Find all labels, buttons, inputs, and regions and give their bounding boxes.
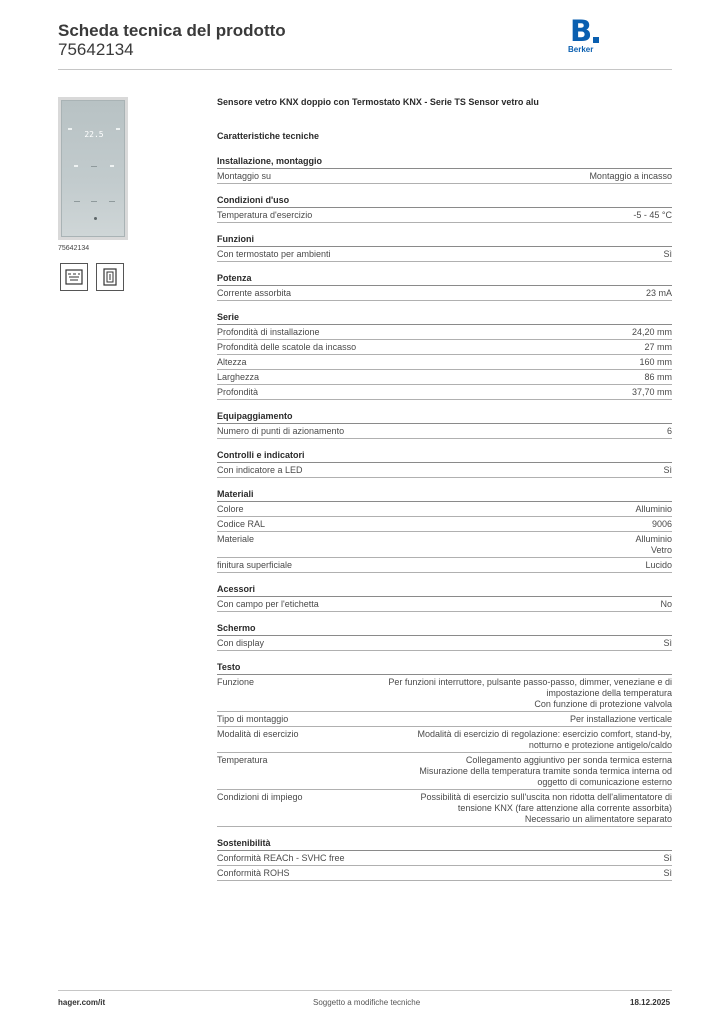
indicator-mark bbox=[116, 128, 120, 130]
spec-row bbox=[217, 370, 672, 385]
spec-value-line: Necessario un alimentatore separato bbox=[524, 814, 672, 824]
spec-row bbox=[217, 597, 672, 612]
spec-value-line: Modalità di esercizio di regolazione: esercizio comfort, stand-by, bbox=[417, 729, 672, 739]
header-divider bbox=[58, 69, 672, 70]
spec-value-line: notturno e protezione antigelo/caldo bbox=[528, 740, 672, 750]
footer-date: 18.12.2025 bbox=[630, 998, 671, 1007]
spec-row bbox=[217, 355, 672, 370]
indicator-mark bbox=[74, 165, 78, 167]
spec-section bbox=[217, 195, 672, 223]
spec-label: Profondità delle scatole da incasso bbox=[217, 342, 357, 352]
spec-section bbox=[217, 156, 672, 184]
indicator-mark bbox=[68, 128, 72, 130]
indicator-mark bbox=[110, 165, 114, 167]
spec-row bbox=[217, 463, 672, 478]
spec-value-line: oggetto di comunicazione esterno bbox=[537, 777, 672, 787]
spec-label: Montaggio su bbox=[217, 171, 272, 181]
spec-value bbox=[388, 677, 672, 710]
spec-row bbox=[217, 532, 672, 558]
spec-value: Sì bbox=[663, 853, 672, 863]
spec-section bbox=[217, 450, 672, 478]
spec-value: Sì bbox=[663, 868, 672, 878]
product-code: 75642134 bbox=[58, 40, 134, 59]
section-title: Acessori bbox=[217, 584, 672, 597]
spec-value bbox=[419, 755, 672, 788]
berker-logo bbox=[568, 16, 608, 60]
spec-sections bbox=[217, 156, 672, 881]
spec-label: Profondità di installazione bbox=[217, 327, 320, 337]
section-title: Equipaggiamento bbox=[217, 411, 672, 424]
button-mark bbox=[74, 201, 80, 202]
spec-label: Tipo di montaggio bbox=[217, 714, 289, 724]
spec-value: 160 mm bbox=[639, 357, 672, 367]
logo-mark: B bbox=[570, 14, 593, 48]
spec-label: Larghezza bbox=[217, 372, 260, 382]
page-header bbox=[58, 14, 678, 69]
spec-row bbox=[217, 247, 672, 262]
spec-label: Temperatura bbox=[217, 755, 268, 765]
spec-value: 23 mA bbox=[645, 288, 672, 298]
spec-value: Sì bbox=[663, 465, 672, 475]
product-title: Sensore vetro KNX doppio con Termostato KNX - Serie TS Sensor vetro alu bbox=[217, 97, 539, 107]
spec-value-line: impostazione della temperatura bbox=[546, 688, 672, 698]
specification-area bbox=[217, 97, 672, 892]
section-title: Testo bbox=[217, 662, 672, 675]
spec-label: Modalità di esercizio bbox=[217, 729, 299, 739]
logo-text: Berker bbox=[568, 45, 594, 54]
spec-value bbox=[420, 792, 672, 825]
section-title: Installazione, montaggio bbox=[217, 156, 672, 169]
spec-value-line: Misurazione della temperatura tramite sonda termica interna od bbox=[419, 766, 672, 776]
spec-label: finitura superficiale bbox=[217, 560, 293, 570]
footer-divider bbox=[58, 990, 672, 991]
section-title: Sostenibilità bbox=[217, 838, 672, 851]
spec-label: Con termostato per ambienti bbox=[217, 249, 331, 259]
spec-label: Materiale bbox=[217, 534, 255, 544]
page-title: Scheda tecnica del prodotto bbox=[58, 21, 286, 40]
thermostat-display: 22.5 bbox=[84, 130, 104, 139]
spec-value bbox=[418, 729, 672, 751]
button-mark bbox=[109, 201, 115, 202]
spec-label: Condizioni di impiego bbox=[217, 792, 303, 802]
spec-value: No bbox=[660, 599, 672, 609]
section-title: Funzioni bbox=[217, 234, 672, 247]
spec-value bbox=[635, 534, 672, 556]
spec-row bbox=[217, 675, 672, 712]
glass-sensor-illustration bbox=[61, 100, 125, 237]
spec-value: 6 bbox=[666, 426, 672, 436]
spec-row bbox=[217, 636, 672, 651]
spec-value-line: Con funzione di protezione valvola bbox=[534, 699, 672, 709]
spec-label: Colore bbox=[217, 504, 244, 514]
section-title: Materiali bbox=[217, 489, 672, 502]
button-mark bbox=[91, 201, 97, 202]
spec-row bbox=[217, 502, 672, 517]
spec-section bbox=[217, 312, 672, 400]
spec-section bbox=[217, 273, 672, 301]
spec-label: Con display bbox=[217, 638, 265, 648]
spec-row bbox=[217, 424, 672, 439]
spec-row bbox=[217, 169, 672, 184]
spec-label: Conformità ROHS bbox=[217, 868, 290, 878]
spec-section bbox=[217, 234, 672, 262]
section-title: Serie bbox=[217, 312, 672, 325]
spec-row bbox=[217, 866, 672, 881]
spec-row bbox=[217, 727, 672, 753]
spec-label: Funzione bbox=[217, 677, 255, 687]
spec-row bbox=[217, 286, 672, 301]
spec-value-line: tensione KNX (fare attenzione alla corrente assorbita) bbox=[457, 803, 672, 813]
spec-section bbox=[217, 623, 672, 651]
section-title: Schermo bbox=[217, 623, 672, 636]
footer-website: hager.com/it bbox=[58, 998, 106, 1007]
spec-row bbox=[217, 517, 672, 532]
spec-label: Codice RAL bbox=[217, 519, 266, 529]
spec-label: Numero di punti di azionamento bbox=[217, 426, 345, 436]
spec-value-line: Collegamento aggiuntivo per sonda termica esterna bbox=[465, 755, 672, 765]
spec-label: Altezza bbox=[217, 357, 247, 367]
spec-row bbox=[217, 790, 672, 827]
spec-label: Con campo per l'etichetta bbox=[217, 599, 319, 609]
logo-dot bbox=[593, 37, 599, 43]
spec-label: Con indicatore a LED bbox=[217, 465, 303, 475]
section-title: Potenza bbox=[217, 273, 672, 286]
status-led bbox=[94, 217, 97, 220]
spec-value: -5 - 45 °C bbox=[633, 210, 672, 220]
spec-row bbox=[217, 385, 672, 400]
spec-value: 9006 bbox=[651, 519, 672, 529]
spec-row bbox=[217, 340, 672, 355]
spec-row bbox=[217, 208, 672, 223]
spec-label: Corrente assorbita bbox=[217, 288, 292, 298]
spec-section bbox=[217, 584, 672, 612]
spec-row bbox=[217, 325, 672, 340]
spec-value-line: Alluminio bbox=[635, 534, 672, 544]
product-image bbox=[58, 97, 128, 240]
flush-mount-icon bbox=[96, 263, 124, 291]
spec-row bbox=[217, 753, 672, 790]
spec-value-line: Vetro bbox=[650, 545, 672, 555]
spec-label: Temperatura d'esercizio bbox=[217, 210, 313, 220]
spec-value-line: Possibilità di esercizio sull'uscita non ridotta dell'alimentatore di bbox=[420, 792, 672, 802]
spec-row bbox=[217, 558, 672, 573]
spec-value: 27 mm bbox=[644, 342, 672, 352]
footer-disclaimer: Soggetto a modifiche tecniche bbox=[313, 998, 421, 1007]
spec-value: 24,20 mm bbox=[631, 327, 672, 337]
spec-section bbox=[217, 838, 672, 881]
spec-section bbox=[217, 411, 672, 439]
spec-row bbox=[217, 851, 672, 866]
spec-row bbox=[217, 712, 672, 727]
section-title: Controlli e indicatori bbox=[217, 450, 672, 463]
spec-value: Alluminio bbox=[635, 504, 672, 514]
spec-label: Profondità bbox=[217, 387, 259, 397]
image-caption: 75642134 bbox=[58, 245, 90, 252]
spec-section bbox=[217, 489, 672, 573]
spec-label: Conformità REACh - SVHC free bbox=[217, 853, 345, 863]
spec-value: 86 mm bbox=[644, 372, 672, 382]
spec-value: Per installazione verticale bbox=[569, 714, 672, 724]
knx-symbol-icon bbox=[60, 263, 88, 291]
spec-value: Lucido bbox=[645, 560, 672, 570]
spec-section bbox=[217, 662, 672, 827]
button-mark bbox=[91, 166, 97, 167]
spec-value: Sì bbox=[663, 638, 672, 648]
spec-value: Sì bbox=[663, 249, 672, 259]
spec-value: Montaggio a incasso bbox=[589, 171, 672, 181]
spec-value: 37,70 mm bbox=[631, 387, 672, 397]
spec-value-line: Per funzioni interruttore, pulsante passo-passo, dimmer, veneziane e di bbox=[388, 677, 672, 687]
technical-characteristics-heading: Caratteristiche tecniche bbox=[217, 131, 320, 141]
section-title: Condizioni d'uso bbox=[217, 195, 672, 208]
